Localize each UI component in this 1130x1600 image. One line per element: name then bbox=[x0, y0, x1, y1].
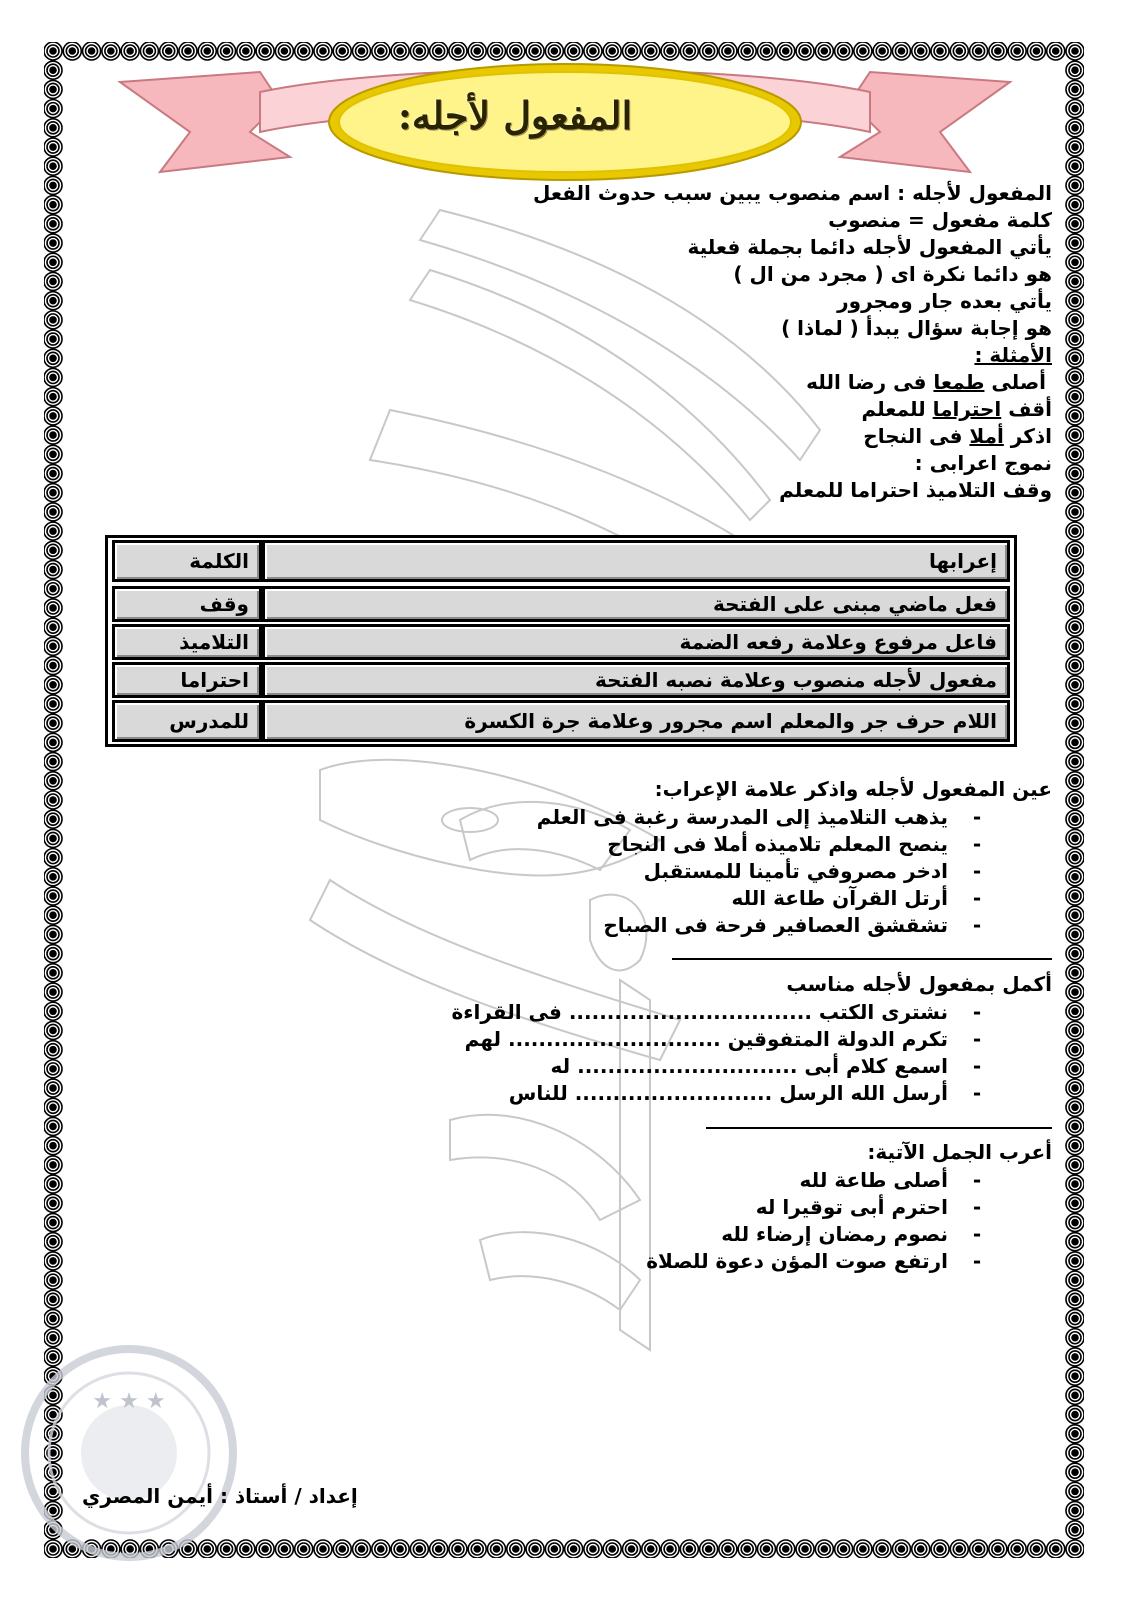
border-ornament bbox=[1027, 1540, 1045, 1558]
parsing-table bbox=[105, 535, 1017, 747]
border-ornament bbox=[738, 42, 756, 60]
border-ornament bbox=[275, 42, 293, 60]
border-ornament bbox=[680, 1540, 698, 1558]
list-item: -أرتل القرآن طاعة الله bbox=[731, 886, 982, 910]
border-ornament bbox=[275, 1540, 293, 1558]
border-ornament bbox=[44, 1252, 62, 1270]
border-ornament bbox=[44, 1290, 62, 1308]
border-ornament bbox=[44, 791, 62, 809]
border-ornament bbox=[44, 234, 62, 252]
border-ornament bbox=[1066, 983, 1084, 1001]
example-line: أصلى طمعا فى رضا الله bbox=[806, 370, 1046, 394]
border-ornament bbox=[1066, 138, 1084, 156]
list-item: -ينصح المعلم تلاميذه أملا فى النجاح bbox=[607, 832, 982, 856]
border-ornament bbox=[1066, 1290, 1084, 1308]
border-ornament bbox=[44, 176, 62, 194]
border-ornament bbox=[1066, 1214, 1084, 1232]
list-item: -احترم أبى توقيرا له bbox=[755, 1195, 982, 1219]
border-ornament bbox=[44, 426, 62, 444]
border-ornament bbox=[1066, 1079, 1084, 1097]
border-ornament bbox=[295, 42, 313, 60]
border-ornament bbox=[1066, 368, 1084, 386]
border-ornament bbox=[1066, 810, 1084, 828]
exercise3-heading: أعرب الجمل الآتية: bbox=[867, 1140, 1052, 1164]
list-item: -اسمع كلام أبى ............................. له bbox=[550, 1054, 982, 1078]
border-ornament bbox=[1066, 1060, 1084, 1078]
border-ornament bbox=[1066, 753, 1084, 771]
list-item: -نصوم رمضان إرضاء لله bbox=[721, 1222, 982, 1246]
border-ornament bbox=[545, 42, 563, 60]
border-ornament bbox=[757, 1540, 775, 1558]
table-cell-parse: مفعول لأجله منصوب وعلامة نصبه الفتحة bbox=[262, 662, 1010, 698]
border-ornament bbox=[449, 1540, 467, 1558]
border-ornament bbox=[1066, 176, 1084, 194]
border-ornament bbox=[931, 1540, 949, 1558]
border-ornament bbox=[1066, 676, 1084, 694]
border-ornament bbox=[815, 42, 833, 60]
border-ornament bbox=[140, 42, 158, 60]
border-ornament bbox=[912, 1540, 930, 1558]
border-ornament bbox=[44, 484, 62, 502]
border-ornament bbox=[1066, 1137, 1084, 1155]
border-ornament bbox=[1008, 42, 1026, 60]
border-ornament bbox=[179, 42, 197, 60]
example-line: أقف احتراما للمعلم bbox=[861, 397, 1052, 421]
border-ornament bbox=[1066, 1425, 1084, 1443]
border-ornament bbox=[1008, 1540, 1026, 1558]
border-ornament bbox=[44, 541, 62, 559]
border-ornament bbox=[1066, 561, 1084, 579]
border-ornament bbox=[1066, 292, 1084, 310]
border-ornament bbox=[256, 42, 274, 60]
border-ornament bbox=[1066, 541, 1084, 559]
border-ornament bbox=[44, 733, 62, 751]
border-ornament bbox=[488, 1540, 506, 1558]
border-ornament bbox=[44, 887, 62, 905]
border-ornament bbox=[44, 138, 62, 156]
border-ornament bbox=[1066, 849, 1084, 867]
definition-line: يأتي المفعول لأجله دائما بجملة فعلية bbox=[687, 235, 1052, 259]
exercise1-list bbox=[537, 804, 990, 939]
border-ornament bbox=[44, 80, 62, 98]
list-item: -ادخر مصروفي تأمينا للمستقبل bbox=[643, 859, 982, 883]
border-ornament bbox=[603, 1540, 621, 1558]
border-ornament bbox=[1066, 618, 1084, 636]
border-ornament bbox=[44, 1098, 62, 1116]
border-ornament bbox=[757, 42, 775, 60]
border-ornament bbox=[970, 42, 988, 60]
border-ornament bbox=[1066, 157, 1084, 175]
border-ornament bbox=[353, 1540, 371, 1558]
table-row bbox=[112, 586, 1010, 622]
border-ornament bbox=[545, 1540, 563, 1558]
border-ornament bbox=[1066, 196, 1084, 214]
border-ornament bbox=[44, 407, 62, 425]
border-ornament bbox=[44, 810, 62, 828]
table-header-word: الكلمة bbox=[112, 540, 262, 582]
border-ornament bbox=[44, 465, 62, 483]
border-ornament bbox=[44, 368, 62, 386]
exercise2-list bbox=[451, 999, 990, 1107]
border-ornament bbox=[1066, 945, 1084, 963]
border-ornament bbox=[102, 42, 120, 60]
border-ornament bbox=[989, 42, 1007, 60]
border-ornament bbox=[931, 42, 949, 60]
border-ornament bbox=[44, 42, 62, 60]
table-header-row bbox=[112, 540, 1010, 582]
border-ornament bbox=[1066, 1386, 1084, 1404]
border-ornament bbox=[1066, 1271, 1084, 1289]
border-ornament bbox=[44, 580, 62, 598]
table-cell-word: التلاميذ bbox=[112, 624, 262, 660]
border-ornament bbox=[44, 100, 62, 118]
border-ornament bbox=[63, 42, 81, 60]
border-ornament bbox=[44, 1021, 62, 1039]
table-cell-word: احتراما bbox=[112, 662, 262, 698]
border-ornament bbox=[44, 61, 62, 79]
border-ornament bbox=[1066, 272, 1084, 290]
border-ornament bbox=[796, 1540, 814, 1558]
border-ornament bbox=[1066, 1194, 1084, 1212]
border-ornament bbox=[1066, 714, 1084, 732]
list-item: -أرسل الله الرسل .......................... للناس bbox=[508, 1081, 982, 1105]
border-ornament bbox=[815, 1540, 833, 1558]
border-ornament bbox=[1066, 1021, 1084, 1039]
table-row bbox=[112, 662, 1010, 698]
border-ornament bbox=[1066, 887, 1084, 905]
example-marked-word: احتراما bbox=[932, 397, 1002, 421]
border-ornament bbox=[1066, 580, 1084, 598]
section-divider bbox=[672, 958, 1052, 960]
border-ornament bbox=[1066, 925, 1084, 943]
border-ornament bbox=[1066, 253, 1084, 271]
list-item: -يذهب التلاميذ إلى المدرسة رغبة فى العلم bbox=[536, 805, 982, 829]
border-ornament bbox=[1066, 1117, 1084, 1135]
border-ornament bbox=[680, 42, 698, 60]
border-ornament bbox=[1066, 906, 1084, 924]
border-ornament bbox=[642, 1540, 660, 1558]
border-ornament bbox=[565, 42, 583, 60]
border-ornament bbox=[1066, 1463, 1084, 1481]
border-ornament bbox=[1066, 388, 1084, 406]
border-ornament bbox=[1066, 1041, 1084, 1059]
border-ornament bbox=[44, 330, 62, 348]
border-ornament bbox=[256, 1540, 274, 1558]
exercise3-list bbox=[646, 1167, 990, 1275]
parsing-model-sentence: وقف التلاميذ احتراما للمعلم bbox=[779, 478, 1052, 502]
border-ornament bbox=[1066, 1540, 1084, 1558]
example-marked-word: طمعا bbox=[933, 370, 985, 394]
border-ornament bbox=[507, 42, 525, 60]
border-ornament bbox=[777, 1540, 795, 1558]
author-credit: إعداد / أستاذ : أيمن المصري bbox=[82, 1484, 358, 1508]
border-ornament bbox=[391, 42, 409, 60]
border-ornament bbox=[1066, 407, 1084, 425]
table-header-parse: إعرابها bbox=[262, 540, 1010, 582]
border-ornament bbox=[1066, 445, 1084, 463]
border-ornament bbox=[989, 1540, 1007, 1558]
list-item: -ارتفع صوت المؤن دعوة للصلاة bbox=[646, 1249, 982, 1273]
border-ornament bbox=[584, 1540, 602, 1558]
border-ornament bbox=[1066, 119, 1084, 137]
border-ornament bbox=[44, 272, 62, 290]
border-ornament bbox=[44, 157, 62, 175]
border-ornament bbox=[44, 388, 62, 406]
border-ornament bbox=[333, 42, 351, 60]
border-ornament bbox=[1066, 1233, 1084, 1251]
border-ornament bbox=[44, 945, 62, 963]
border-ornament bbox=[1066, 426, 1084, 444]
parsing-model-heading: نموج اعرابى : bbox=[914, 451, 1052, 475]
border-ornament bbox=[353, 42, 371, 60]
border-ornament bbox=[1027, 42, 1045, 60]
border-ornament bbox=[44, 753, 62, 771]
border-ornament bbox=[430, 1540, 448, 1558]
definition-line: هو دائما نكرة اى ( مجرد من ال ) bbox=[733, 262, 1052, 286]
border-ornament bbox=[410, 42, 428, 60]
border-ornament bbox=[44, 714, 62, 732]
border-ornament bbox=[44, 196, 62, 214]
border-ornament bbox=[44, 1060, 62, 1078]
border-ornament bbox=[1066, 599, 1084, 617]
border-ornament bbox=[44, 676, 62, 694]
list-item: -تشقشق العصافير فرحة فى الصباح bbox=[603, 913, 982, 937]
border-ornament bbox=[1066, 42, 1084, 60]
border-ornament bbox=[1066, 465, 1084, 483]
border-ornament bbox=[1066, 1502, 1084, 1520]
border-ornament bbox=[507, 1540, 525, 1558]
border-ornament bbox=[1066, 733, 1084, 751]
examples-heading: الأمثلة : bbox=[974, 343, 1052, 367]
table-cell-parse: فاعل مرفوع وعلامة رفعه الضمة bbox=[262, 624, 1010, 660]
border-ornament bbox=[526, 42, 544, 60]
border-ornament bbox=[44, 253, 62, 271]
border-ornament bbox=[1066, 1252, 1084, 1270]
border-ornament bbox=[603, 42, 621, 60]
border-ornament bbox=[1066, 1406, 1084, 1424]
border-ornament bbox=[430, 42, 448, 60]
definition-line: المفعول لأجله : اسم منصوب يبين سبب حدوث الفعل bbox=[533, 181, 1052, 205]
border-ornament bbox=[121, 42, 139, 60]
border-ornament bbox=[1066, 964, 1084, 982]
border-ornament bbox=[738, 1540, 756, 1558]
border-ornament bbox=[796, 42, 814, 60]
border-ornament bbox=[1066, 311, 1084, 329]
border-ornament bbox=[44, 1002, 62, 1020]
border-ornament bbox=[44, 1310, 62, 1328]
border-ornament bbox=[1066, 1367, 1084, 1385]
border-ornament bbox=[1066, 772, 1084, 790]
border-ornament bbox=[314, 42, 332, 60]
border-ornament bbox=[1066, 61, 1084, 79]
border-ornament bbox=[44, 215, 62, 233]
border-ornament bbox=[410, 1540, 428, 1558]
list-item: -أصلى طاعة لله bbox=[799, 1168, 982, 1192]
exercise2-heading: أكمل بمفعول لأجله مناسب bbox=[786, 972, 1052, 996]
border-ornament bbox=[892, 42, 910, 60]
border-ornament bbox=[700, 42, 718, 60]
border-ornament bbox=[44, 1117, 62, 1135]
border-ornament bbox=[1066, 484, 1084, 502]
border-ornament bbox=[622, 1540, 640, 1558]
border-ornament bbox=[44, 983, 62, 1001]
border-ornament bbox=[1066, 829, 1084, 847]
border-ornament bbox=[44, 1233, 62, 1251]
border-ornament bbox=[1066, 503, 1084, 521]
border-ornament bbox=[44, 561, 62, 579]
border-ornament bbox=[372, 42, 390, 60]
border-ornament bbox=[1066, 80, 1084, 98]
border-ornament bbox=[950, 1540, 968, 1558]
border-ornament bbox=[1066, 234, 1084, 252]
border-ornament bbox=[854, 1540, 872, 1558]
border-ornament bbox=[835, 42, 853, 60]
border-ornament bbox=[198, 42, 216, 60]
border-ornament bbox=[854, 42, 872, 60]
border-ornament bbox=[44, 772, 62, 790]
border-ornament bbox=[44, 1079, 62, 1097]
border-ornament bbox=[1066, 1175, 1084, 1193]
border-ornament bbox=[44, 599, 62, 617]
table-cell-word: وقف bbox=[112, 586, 262, 622]
border-ornament bbox=[44, 637, 62, 655]
border-ornament bbox=[526, 1540, 544, 1558]
border-ornament bbox=[1066, 1348, 1084, 1366]
border-ornament bbox=[1066, 868, 1084, 886]
border-ornament bbox=[44, 1214, 62, 1232]
example-marked-word: أملا bbox=[969, 424, 1004, 448]
border-ornament bbox=[719, 1540, 737, 1558]
border-ornament bbox=[777, 42, 795, 60]
border-ornament bbox=[1066, 215, 1084, 233]
border-ornament bbox=[873, 1540, 891, 1558]
border-ornament bbox=[1066, 100, 1084, 118]
border-ornament bbox=[1066, 1310, 1084, 1328]
border-ornament bbox=[44, 503, 62, 521]
border-ornament bbox=[295, 1540, 313, 1558]
border-ornament bbox=[892, 1540, 910, 1558]
border-ornament bbox=[1066, 657, 1084, 675]
border-ornament bbox=[44, 119, 62, 137]
border-ornament bbox=[1047, 1540, 1065, 1558]
example-line: اذكر أملا فى النجاح bbox=[863, 424, 1052, 448]
border-ornament bbox=[719, 42, 737, 60]
border-ornament bbox=[1066, 791, 1084, 809]
border-ornament bbox=[44, 695, 62, 713]
border-ornament bbox=[44, 925, 62, 943]
border-ornament bbox=[584, 42, 602, 60]
border-ornament bbox=[160, 42, 178, 60]
svg-text:★ ★ ★: ★ ★ ★ bbox=[92, 1389, 166, 1414]
border-ornament bbox=[391, 1540, 409, 1558]
border-ornament bbox=[1066, 637, 1084, 655]
border-ornament bbox=[449, 42, 467, 60]
border-ornament bbox=[44, 292, 62, 310]
border-ornament bbox=[333, 1540, 351, 1558]
border-ornament bbox=[44, 1271, 62, 1289]
border-ornament bbox=[642, 42, 660, 60]
blog-stamp bbox=[14, 1338, 244, 1568]
border-ornament bbox=[44, 1175, 62, 1193]
border-ornament bbox=[44, 1137, 62, 1155]
page-title: المفعول لأجله: bbox=[397, 92, 633, 138]
border-ornament bbox=[1066, 1002, 1084, 1020]
border-ornament bbox=[83, 42, 101, 60]
border-ornament bbox=[912, 42, 930, 60]
border-ornament bbox=[1066, 330, 1084, 348]
border-ornament bbox=[468, 1540, 486, 1558]
definitions-block bbox=[533, 180, 1052, 504]
exercise1-heading: عين المفعول لأجله واذكر علامة الإعراب: bbox=[654, 777, 1052, 801]
border-ornament bbox=[372, 1540, 390, 1558]
border-ornament bbox=[218, 42, 236, 60]
definition-line: هو إجابة سؤال يبدأ ( لماذا ) bbox=[781, 316, 1052, 340]
border-ornament bbox=[44, 618, 62, 636]
border-ornament bbox=[873, 42, 891, 60]
border-ornament bbox=[44, 829, 62, 847]
list-item: -نشترى الكتب ................................ فى القراءة bbox=[451, 1000, 982, 1024]
border-ornament bbox=[1066, 349, 1084, 367]
border-ornament bbox=[1066, 1521, 1084, 1539]
border-ornament bbox=[44, 868, 62, 886]
border-ornament bbox=[1047, 42, 1065, 60]
border-ornament bbox=[835, 1540, 853, 1558]
list-item: -تكرم الدولة المتفوقين ............................ لهم bbox=[464, 1027, 982, 1051]
border-ornament bbox=[44, 964, 62, 982]
border-ornament bbox=[1066, 522, 1084, 540]
border-ornament bbox=[44, 1041, 62, 1059]
border-ornament bbox=[661, 42, 679, 60]
border-ornament bbox=[1066, 1329, 1084, 1347]
border-ornament bbox=[44, 1194, 62, 1212]
section-divider bbox=[706, 1127, 1052, 1129]
border-ornament bbox=[1066, 1098, 1084, 1116]
border-ornament bbox=[44, 849, 62, 867]
border-ornament bbox=[44, 1156, 62, 1174]
definition-line: يأتي بعده جار ومجرور bbox=[837, 289, 1052, 313]
border-ornament bbox=[622, 42, 640, 60]
border-ornament bbox=[44, 349, 62, 367]
border-ornament bbox=[950, 42, 968, 60]
table-row bbox=[112, 700, 1010, 742]
border-ornament bbox=[1066, 1482, 1084, 1500]
border-ornament bbox=[44, 445, 62, 463]
table-cell-parse: اللام حرف جر والمعلم اسم مجرور وعلامة جرة الكسرة bbox=[262, 700, 1010, 742]
border-ornament bbox=[488, 42, 506, 60]
border-ornament bbox=[44, 906, 62, 924]
border-ornament bbox=[468, 42, 486, 60]
border-ornament bbox=[700, 1540, 718, 1558]
border-ornament bbox=[1066, 695, 1084, 713]
border-ornament bbox=[661, 1540, 679, 1558]
table-row bbox=[112, 624, 1010, 660]
border-ornament bbox=[237, 42, 255, 60]
border-ornament bbox=[44, 657, 62, 675]
border-ornament bbox=[314, 1540, 332, 1558]
border-ornament bbox=[1066, 1156, 1084, 1174]
table-cell-word: للمدرس bbox=[112, 700, 262, 742]
table-cell-parse: فعل ماضي مبنى على الفتحة bbox=[262, 586, 1010, 622]
border-ornament bbox=[44, 522, 62, 540]
border-ornament bbox=[1066, 1444, 1084, 1462]
border-ornament bbox=[565, 1540, 583, 1558]
border-ornament bbox=[44, 311, 62, 329]
definition-line: كلمة مفعول = منصوب bbox=[828, 208, 1052, 232]
border-ornament bbox=[970, 1540, 988, 1558]
